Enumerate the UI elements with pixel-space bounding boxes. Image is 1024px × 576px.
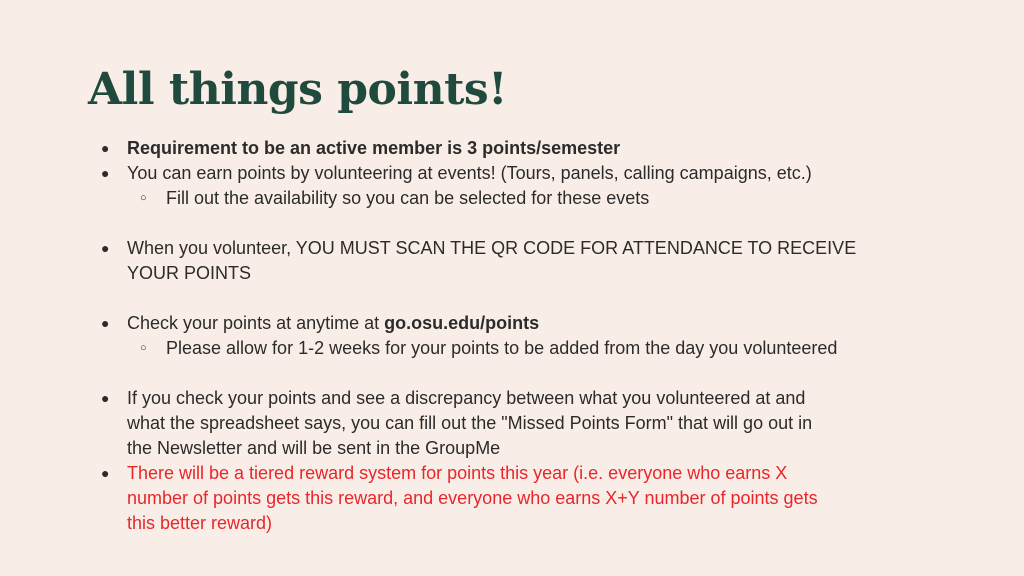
bullet-text-line: this better reward)	[127, 513, 273, 533]
bullet-text-line: When you volunteer, YOU MUST SCAN THE QR CODE FOR ATTENDANCE TO RECEIVE	[127, 238, 857, 258]
spacer	[96, 361, 946, 386]
bullet-text-line: what the spreadsheet says, you can fill out the "Missed Points Form" that will go out in	[127, 413, 813, 433]
bullet-text: Check your points at anytime at	[127, 313, 385, 333]
bullet-dot-icon: ●	[101, 165, 110, 181]
bullet-text-line: YOUR POINTS	[127, 263, 252, 283]
bullet-text: Requirement to be an active member is 3 points/semester	[127, 138, 621, 158]
sub-bullet-text: Please allow for 1-2 weeks for your points to be added from the day you volunteered	[166, 338, 838, 358]
points-link[interactable]: go.osu.edu/points	[384, 313, 540, 333]
sub-bullet-item-availability	[96, 186, 946, 211]
bullet-dot-icon: ●	[101, 465, 110, 481]
bullet-text-line: There will be a tiered reward system for points this year (i.e. everyone who earns X	[127, 463, 788, 483]
bullet-item-discrepancy	[96, 386, 946, 461]
bullet-dot-icon: ●	[101, 240, 110, 256]
bullet-item-check-points	[96, 311, 946, 336]
sub-bullet-item-allow-weeks	[96, 336, 946, 361]
bullet-text: You can earn points by volunteering at events! (Tours, panels, calling campaigns, etc.)	[127, 163, 812, 183]
sub-bullet-circle-icon: ○	[140, 342, 147, 354]
sub-bullet-text: Fill out the availability so you can be selected for these evets	[166, 188, 650, 208]
bullet-dot-icon: ●	[101, 390, 110, 406]
bullet-item-scan-qr	[96, 236, 946, 286]
bullet-list	[96, 136, 946, 536]
bullet-text-line: the Newsletter and will be sent in the GroupMe	[127, 438, 501, 458]
bullet-item-requirement	[96, 136, 946, 161]
bullet-dot-icon: ●	[101, 140, 110, 156]
spacer	[96, 211, 946, 236]
sub-bullet-circle-icon: ○	[140, 192, 147, 204]
bullet-text-line: If you check your points and see a discrepancy between what you volunteered at and	[127, 388, 806, 408]
bullet-item-tiered-reward	[96, 461, 946, 536]
slide-title: All things points!	[88, 64, 507, 115]
bullet-text-line: number of points gets this reward, and everyone who earns X+Y number of points gets	[127, 488, 818, 508]
bullet-item-earn-points	[96, 161, 946, 186]
bullet-dot-icon: ●	[101, 315, 110, 331]
spacer	[96, 286, 946, 311]
